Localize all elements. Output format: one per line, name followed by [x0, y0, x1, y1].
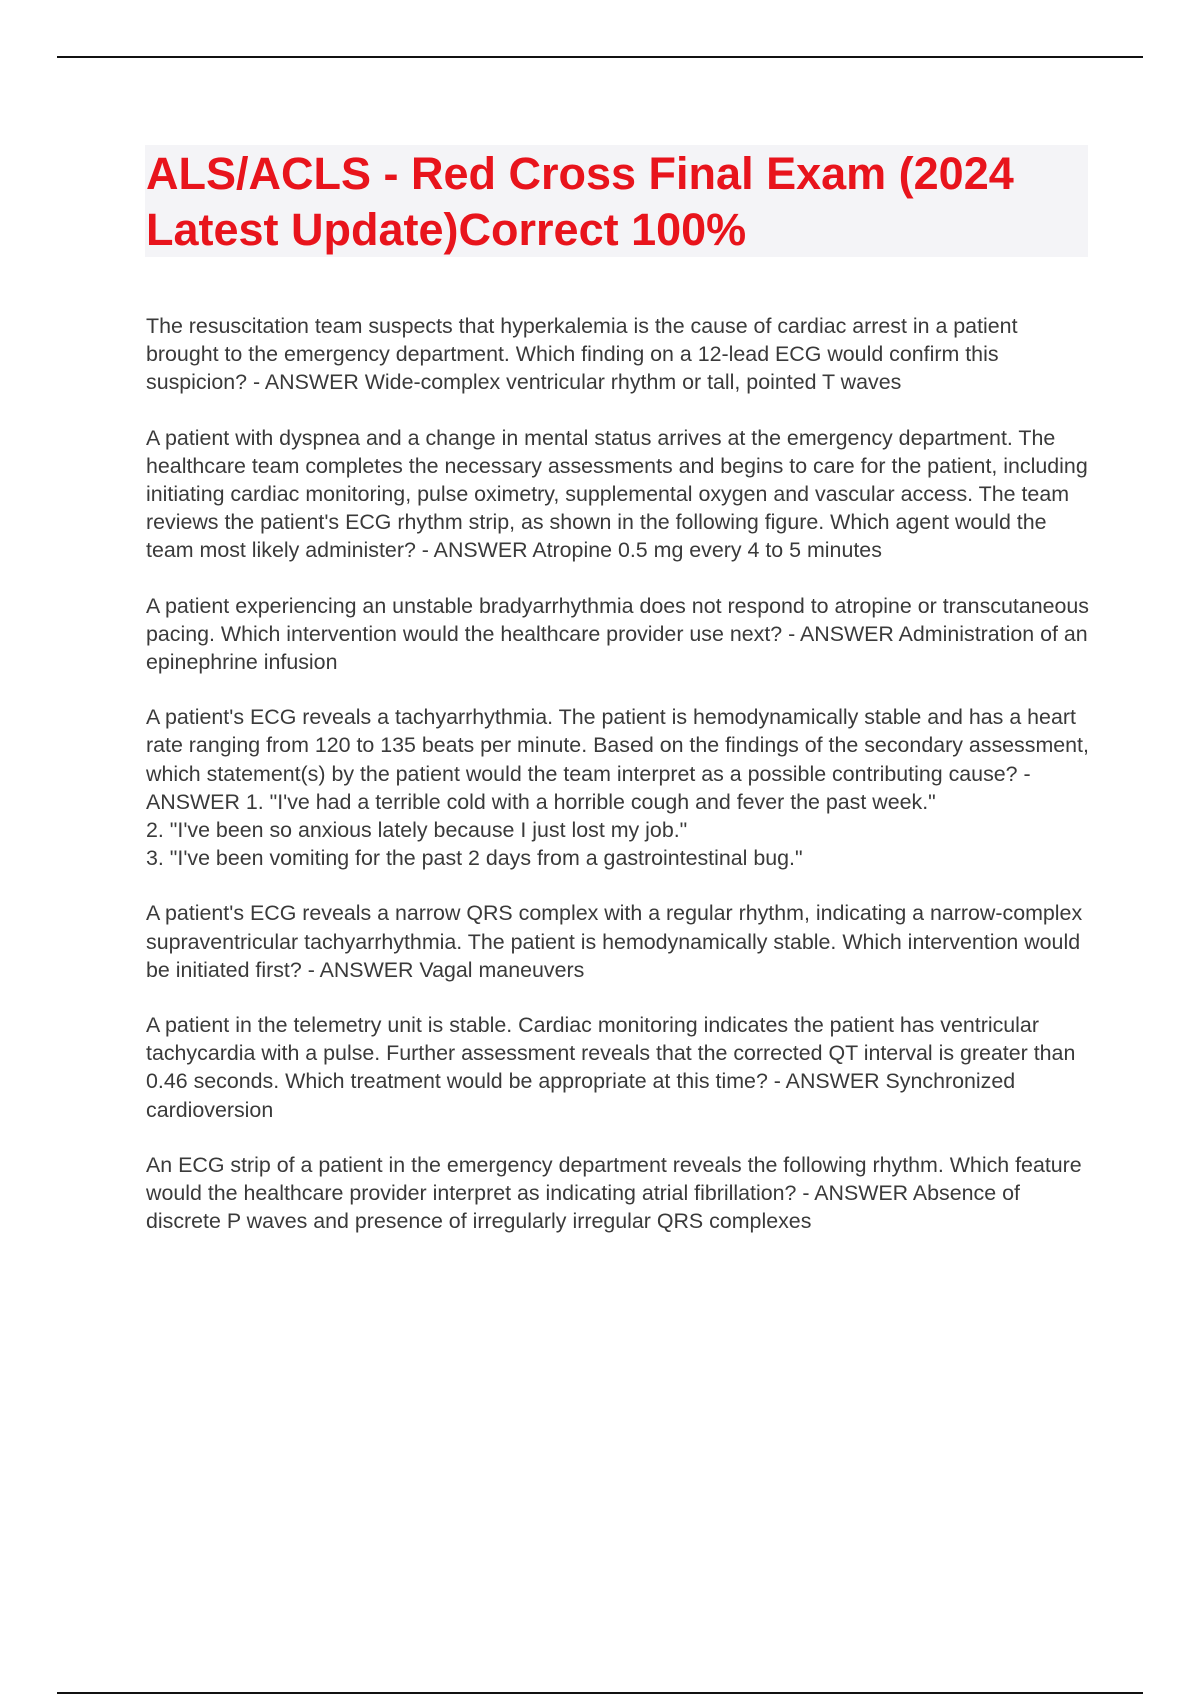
page-top-rule — [57, 56, 1143, 58]
qa-item — [146, 592, 1091, 677]
qa-item — [146, 312, 1091, 397]
document-title: ALS/ACLS - Red Cross Final Exam (2024 Latest Update)Correct 100% — [146, 148, 1014, 255]
qa-text: A patient in the telemetry unit is stable. Cardiac monitoring indicates the patient has ventricular tachycardia with a pulse. Further assessment reveals that the corrected QT interval is greater than 0.46 seconds. Which treatment would be appropriate at this time? - ANSWER Synchronized cardioversion — [146, 1013, 1076, 1122]
qa-text: A patient with dyspnea and a change in mental status arrives at the emergency department. The healthcare team completes the necessary assessments and begins to care for the patient, including initiating cardiac monitoring, pulse oximetry, supplemental oxygen and vascular access. The team reviews the patient's ECG rhythm strip, as shown in the following figure. Which agent would the team most likely administer? - ANSWER Atropine 0.5 mg every 4 to 5 minutes — [146, 425, 1088, 563]
qa-item — [146, 1011, 1091, 1124]
qa-list — [146, 312, 1091, 1262]
qa-text: A patient's ECG reveals a tachyarrhythmia. The patient is hemodynamically stable and has a heart rate ranging from 120 to 135 beats per minute. Based on the findings of the secondary assessment, which statement(s) by the patient would the team interpret as a possible contributing cause? - ANSWER 1. "I've had a terrible cold with a horrible cough and fever the past week." — [146, 705, 1089, 814]
qa-text: The resuscitation team suspects that hyperkalemia is the cause of cardiac arrest in a patient brought to the emergency department. Which finding on a 12-lead ECG would confirm this suspicion? - ANSWER Wide-complex ventricular rhythm or tall, pointed T waves — [146, 314, 1018, 395]
qa-text: A patient's ECG reveals a narrow QRS complex with a regular rhythm, indicating a narrow-complex supraventricular tachyarrhythmia. The patient is hemodynamically stable. Which intervention would be initiated first? - ANSWER Vagal maneuvers — [146, 901, 1083, 982]
page-bottom-rule — [57, 1692, 1143, 1694]
qa-answer-line: 2. "I've been so anxious lately because I just lost my job." — [146, 818, 688, 843]
qa-item — [146, 424, 1091, 565]
qa-text: An ECG strip of a patient in the emergency department reveals the following rhythm. Which feature would the healthcare provider interpret as indicating atrial fibrillation? - ANSWER Absence of discrete P waves and presence of irregularly irregular QRS complexes — [146, 1152, 1082, 1234]
qa-item — [146, 899, 1091, 984]
qa-item — [146, 703, 1091, 872]
qa-item — [146, 1151, 1091, 1236]
qa-answer-line: 3. "I've been vomiting for the past 2 days from a gastrointestinal bug." — [146, 846, 803, 871]
qa-text: A patient experiencing an unstable bradyarrhythmia does not respond to atropine or transcutaneous pacing. Which intervention would the healthcare provider use next? - ANSWER Administration of an epinephrine infusion — [146, 593, 1089, 675]
